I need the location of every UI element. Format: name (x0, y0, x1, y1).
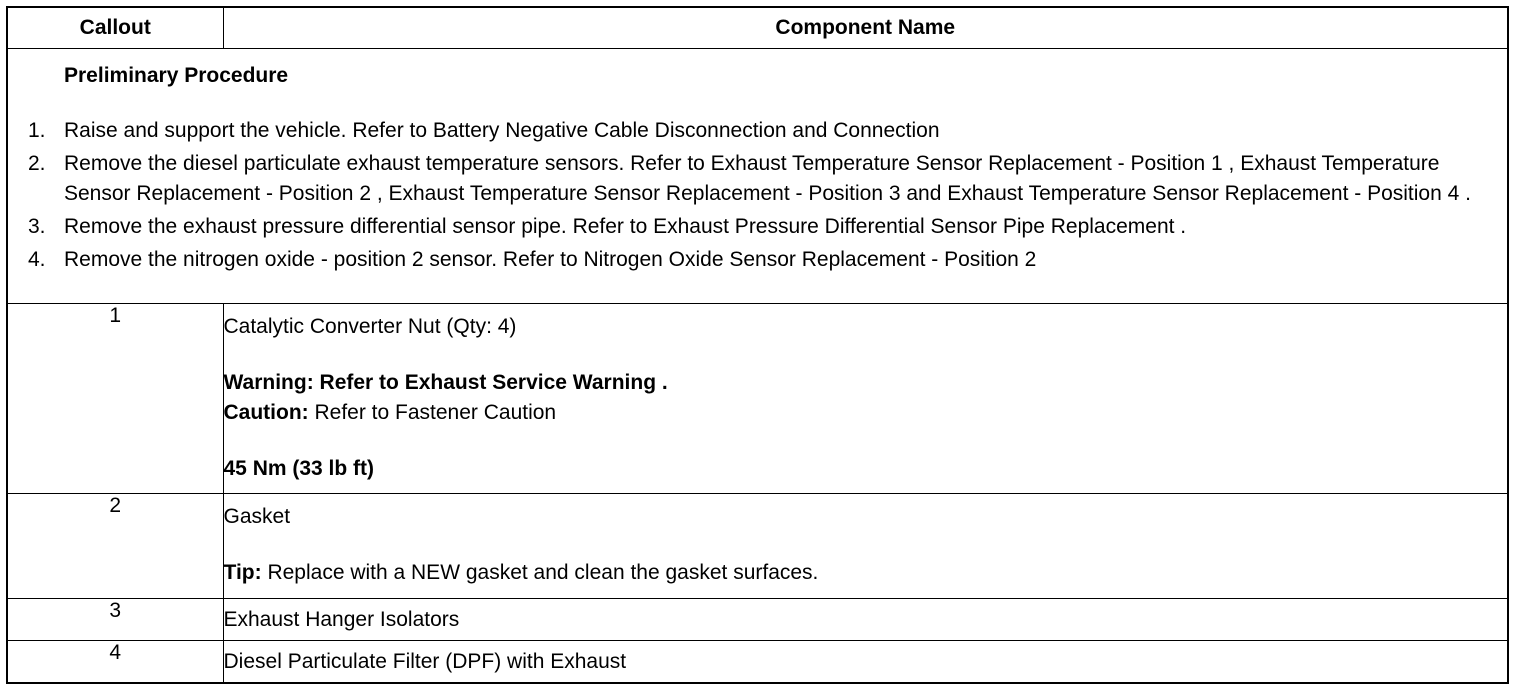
callout-cell: 1 (7, 304, 223, 494)
tip-label: Tip: (223, 561, 262, 584)
component-name: Diesel Particulate Filter (DPF) with Exhaust (223, 641, 1508, 684)
preliminary-row (7, 49, 1508, 304)
table-row (7, 494, 1508, 599)
warning-text: Warning: Refer to Exhaust Service Warning . (223, 371, 668, 394)
procedure-table (6, 6, 1509, 684)
table-row (7, 641, 1508, 684)
table-row (7, 304, 1508, 494)
preliminary-cell (7, 49, 1508, 304)
tip-line (224, 558, 1508, 588)
step-item (8, 212, 1507, 242)
header-callout: Callout (7, 7, 223, 49)
callout-cell: 2 (7, 494, 223, 599)
step-item (8, 149, 1507, 209)
component-name: Catalytic Converter Nut (Qty: 4) (223, 315, 517, 338)
preliminary-title: Preliminary Procedure (64, 64, 289, 87)
step-item (8, 245, 1507, 275)
step-number: 2. (28, 152, 46, 175)
callout-cell: 3 (7, 599, 223, 641)
step-number: 1. (28, 119, 46, 142)
preliminary-steps (8, 116, 1507, 275)
component-cell (223, 494, 1508, 599)
step-number: 4. (28, 248, 46, 271)
torque-spec: 45 Nm (33 lb ft) (223, 457, 375, 480)
caution-label: Caution: (223, 401, 309, 424)
step-text: Remove the diesel particulate exhaust temperature sensors. Refer to Exhaust Temperature Sensor Replacement - Position 1 , Exhaust Temperature Sensor Replacement - Position 2 , Exhaust Temperature Sensor Replacement - Position 3 and Exhaust Temperature Sensor Replacement - Position 4 . (64, 152, 1471, 205)
caution-text: Refer to Fastener Caution (308, 401, 557, 424)
step-number: 3. (28, 215, 46, 238)
caution-line (224, 398, 1508, 428)
step-text: Remove the exhaust pressure differential sensor pipe. Refer to Exhaust Pressure Differential Sensor Pipe Replacement . (64, 215, 1187, 238)
tip-text: Replace with a NEW gasket and clean the gasket surfaces. (261, 561, 819, 584)
component-cell (223, 304, 1508, 494)
component-name: Exhaust Hanger Isolators (223, 599, 1508, 641)
step-text: Raise and support the vehicle. Refer to Battery Negative Cable Disconnection and Connection (64, 119, 940, 142)
table-row (7, 599, 1508, 641)
header-component-name: Component Name (223, 7, 1508, 49)
step-text: Remove the nitrogen oxide - position 2 sensor. Refer to Nitrogen Oxide Sensor Replacement - Position 2 (64, 248, 1037, 271)
callout-cell: 4 (7, 641, 223, 684)
step-item (8, 116, 1507, 146)
component-name: Gasket (223, 505, 291, 528)
table-header-row (7, 7, 1508, 49)
